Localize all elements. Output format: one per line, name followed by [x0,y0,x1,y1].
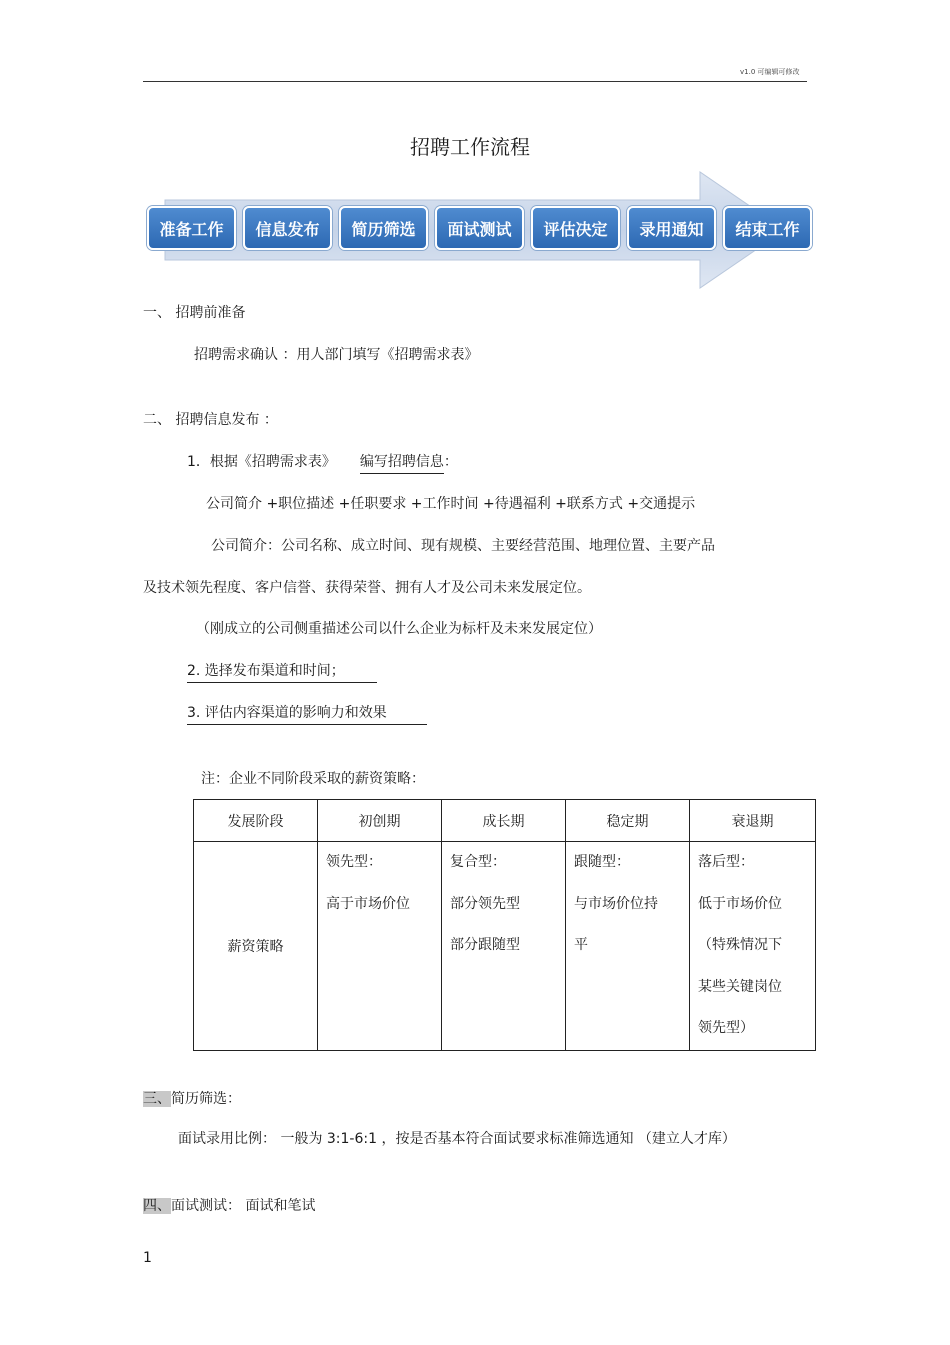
table-cell-stable [566,842,690,1051]
item-1-underlined: 编写招聘信息 [360,451,444,474]
table-header-cell: 发展阶段 [194,800,318,842]
step-interview: 面试测试 [435,206,524,250]
page-number: 1 [143,1250,152,1266]
flow-steps [147,206,812,250]
item-1-suffix: ： [443,454,458,470]
section-3-heading [143,1088,241,1108]
interview-ratio-line: 面试录用比例： 一般为 3:1-6:1 ，按是否基本符合面试要求标准筛选通知 （建立人才库） [178,1131,736,1147]
section-4-title: 面试测试： 面试和笔试 [171,1198,316,1214]
salary-note: 注：企业不同阶段采取的薪资策略： [201,771,425,787]
cell-line: 部分跟随型 [450,937,520,953]
cell-line: 落后型： [698,854,754,870]
company-intro-line-2: 及技术领先程度、客户信誉、获得荣誉、拥有人才及公司未来发展定位。 [143,580,591,596]
table-header-cell: 成长期 [442,800,566,842]
row-label: 薪资策略 [194,842,318,1051]
table-cell-decline [690,842,816,1051]
section-3-title: 简历筛选： [171,1091,241,1107]
cell-line: 领先型） [698,1020,754,1036]
cell-line: 与市场价位持 [574,895,658,912]
section-2-item-1 [187,451,458,474]
step-offer: 录用通知 [627,206,716,250]
section-2-item-2: 2. 选择发布渠道和时间； [187,660,377,683]
header-version: v1.0 可编辑可修改 [740,68,800,76]
process-flow [145,170,815,290]
section-4-heading [143,1195,315,1215]
header-divider [143,81,807,82]
table-header-cell: 衰退期 [690,800,816,842]
cell-line: 某些关键岗位 [698,978,782,995]
company-intro-note: （刚成立的公司侧重描述公司以什么企业为标杆及未来发展定位） [196,621,602,637]
table-cell-startup [318,842,442,1051]
cell-line: 部分领先型 [450,895,520,912]
section-2-heading: 二、 招聘信息发布 ： [143,412,278,428]
table-row [194,842,816,1051]
item-1-prefix: 1．根据《招聘需求表》 [187,454,336,470]
cell-line: 低于市场价位 [698,895,782,912]
section-2-item-3: 3. 评估内容渠道的影响力和效果 [187,702,427,725]
table-header-cell: 稳定期 [566,800,690,842]
section-3-number: 三、 [143,1091,171,1107]
step-publish: 信息发布 [243,206,332,250]
section-4-number: 四、 [143,1198,171,1214]
section-1-line: 招聘需求确认 ：用人部门填写《招聘需求表》 [194,347,479,363]
table-header-cell: 初创期 [318,800,442,842]
info-components: 公司简介 +职位描述 +任职要求 +工作时间 +待遇福利 +联系方式 +交通提示 [206,496,696,512]
step-prepare: 准备工作 [147,206,236,250]
cell-line: 高于市场价位 [326,895,410,912]
step-finish: 结束工作 [723,206,812,250]
company-intro-line-1: 公司简介：公司名称、成立时间、现有规模、主要经营范围、地理位置、主要产品 [211,538,715,554]
cell-line: （特殊情况下 [698,937,782,953]
table-header-row [194,800,816,842]
cell-line: 复合型： [450,854,506,870]
cell-line: 领先型： [326,854,382,870]
table-cell-growth [442,842,566,1051]
section-1-heading: 一、 招聘前准备 [143,305,246,321]
cell-line: 跟随型： [574,854,630,870]
cell-line: 平 [574,937,588,953]
salary-strategy-table [193,799,816,1051]
page-title: 招聘工作流程 [410,135,530,159]
step-screen: 简历筛选 [339,206,428,250]
step-evaluate: 评估决定 [531,206,620,250]
